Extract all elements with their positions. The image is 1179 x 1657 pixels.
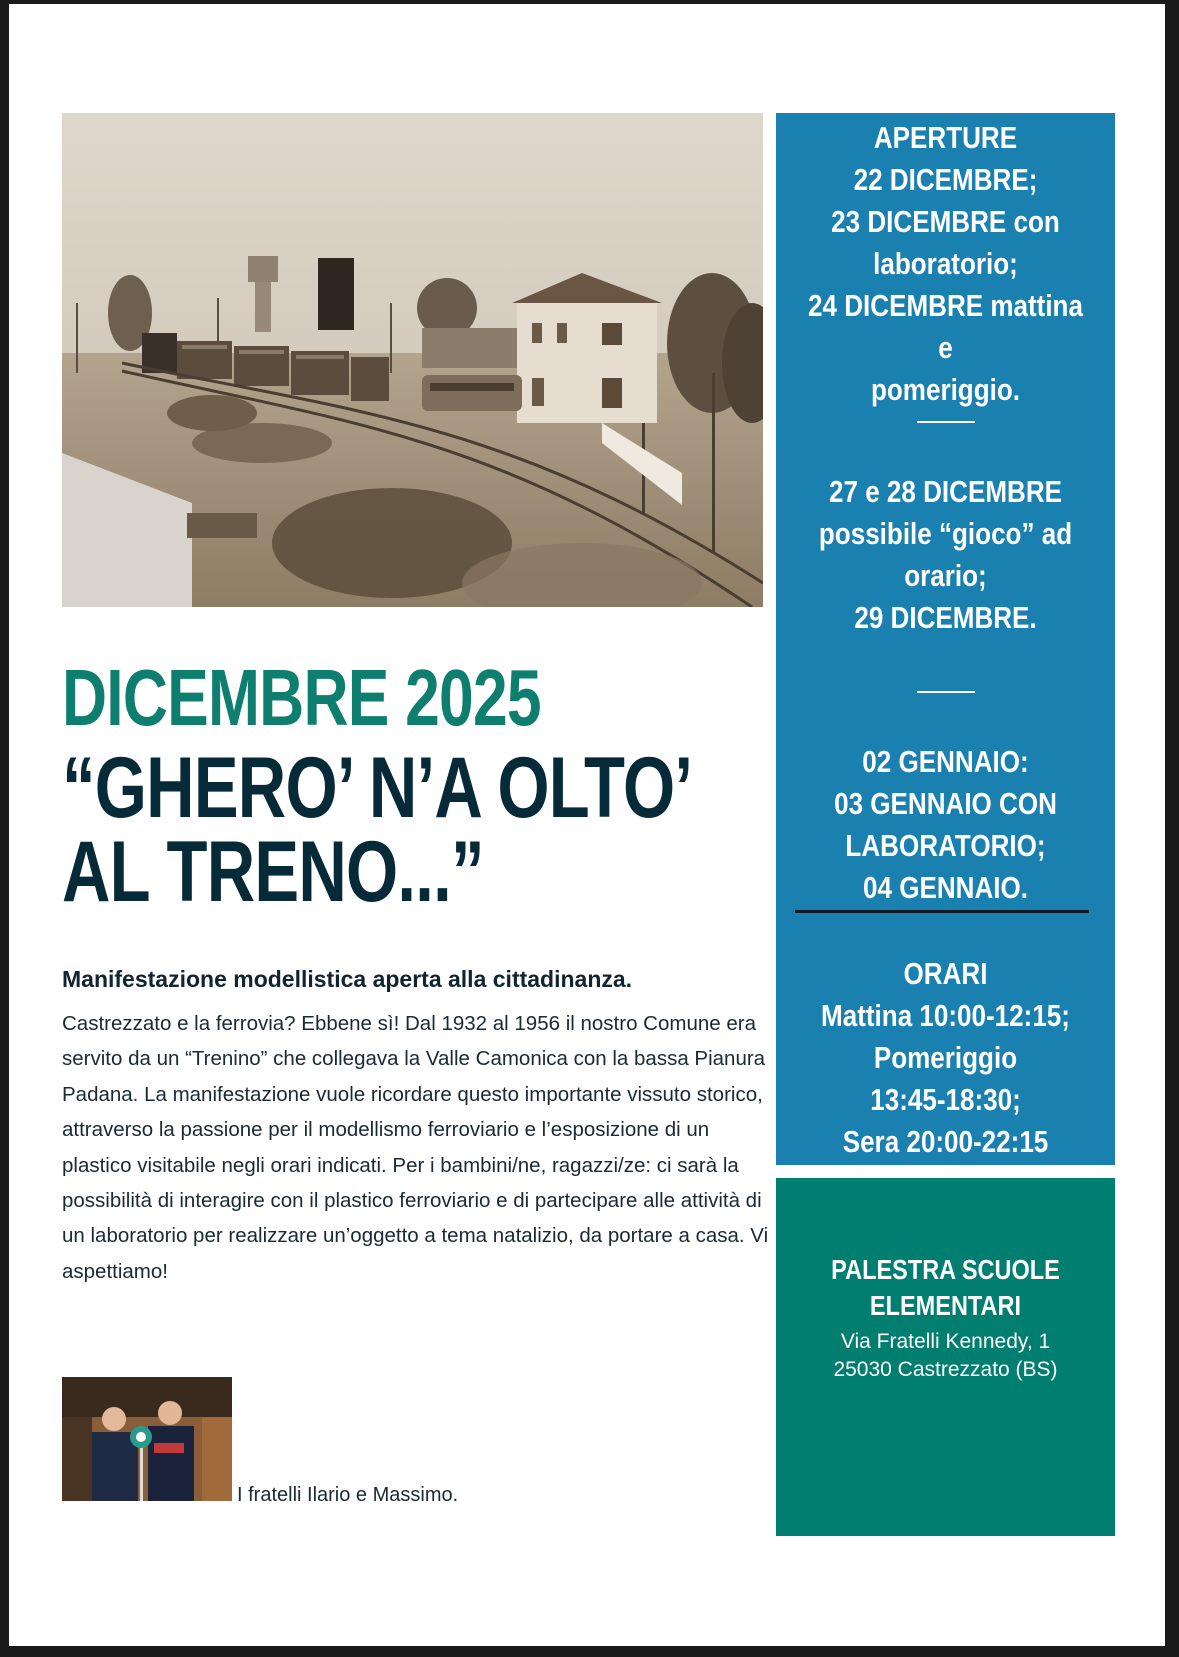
venue-name [803, 1252, 1088, 1324]
event-subtitle: Manifestazione modellistica aperta alla cittadinanza. [62, 966, 633, 992]
flyer-page [9, 4, 1165, 1646]
event-title: “GHERO’ N’A OLTO’ AL TRENO...” [62, 740, 689, 920]
schedule-line: 02 GENNAIO: [862, 744, 1029, 779]
schedule-line: 29 DICEMBRE. [854, 600, 1037, 635]
venue-address [776, 1328, 1115, 1384]
schedule-line: pomeriggio. [870, 372, 1020, 407]
schedule-line: 24 DICEMBRE mattina e [808, 288, 1083, 365]
schedule-line: 04 GENNAIO. [863, 870, 1028, 905]
schedule-line: APERTURE [873, 120, 1018, 155]
address-line: Via Fratelli Kennedy, 1 [840, 1330, 1051, 1353]
brothers-photo [62, 1377, 232, 1501]
hours-line: Pomeriggio [873, 1040, 1018, 1075]
late-december-block [803, 471, 1088, 639]
hours-line: Sera 20:00-22:15 [842, 1124, 1049, 1159]
hours-line: 13:45-18:30; [870, 1082, 1021, 1117]
hours-block [803, 953, 1088, 1163]
schedule-line: orario; [904, 558, 987, 593]
venue-name-line: ELEMENTARI [869, 1290, 1022, 1321]
schedule-panel [776, 113, 1115, 1165]
photo-caption: I fratelli Ilario e Massimo. [237, 1484, 459, 1506]
schedule-line: 03 GENNAIO CON [834, 786, 1057, 821]
schedule-line: 27 e 28 DICEMBRE [828, 474, 1062, 509]
january-block [803, 741, 1088, 909]
openings-block [803, 117, 1088, 411]
event-month: DICEMBRE 2025 [62, 653, 541, 742]
hours-line: Mattina 10:00-12:15; [821, 998, 1070, 1033]
schedule-line: LABORATORIO; [845, 828, 1046, 863]
model-railway-photo [62, 113, 763, 607]
event-description: Castrezzato e la ferrovia? Ebbene sì! Dal 1932 al 1956 il nostro Comune era servito da un “Trenino” che collegava la Valle Camonica con la bassa Pianura Padana. La manifestazione vuole ricordare questo importante vissuto storico, attraverso la passione per il modellismo ferroviario e l’esposizione di un plastico visitabile negli orari indicati. Per i bambini/ne, ragazzi/ze: ci sarà la possibilità di interagire con il plastico ferroviario e di partecipare alle attività di un laboratorio per realizzare un’oggetto a tema natalizio, da portare a casa. Vi aspettiamo! [62, 1012, 769, 1283]
schedule-line: laboratorio; [873, 246, 1018, 281]
address-line: 25030 Castrezzato (BS) [833, 1358, 1058, 1381]
schedule-line: 22 DICEMBRE; [853, 162, 1038, 197]
venue-name-line: PALESTRA SCUOLE [831, 1254, 1060, 1285]
schedule-line: 23 DICEMBRE con [831, 204, 1060, 239]
divider [917, 691, 975, 693]
hours-line: ORARI [903, 956, 988, 991]
schedule-line: possibile “gioco” ad [818, 516, 1073, 551]
divider [917, 421, 975, 423]
venue-panel [776, 1178, 1115, 1536]
section-divider [795, 910, 1089, 913]
